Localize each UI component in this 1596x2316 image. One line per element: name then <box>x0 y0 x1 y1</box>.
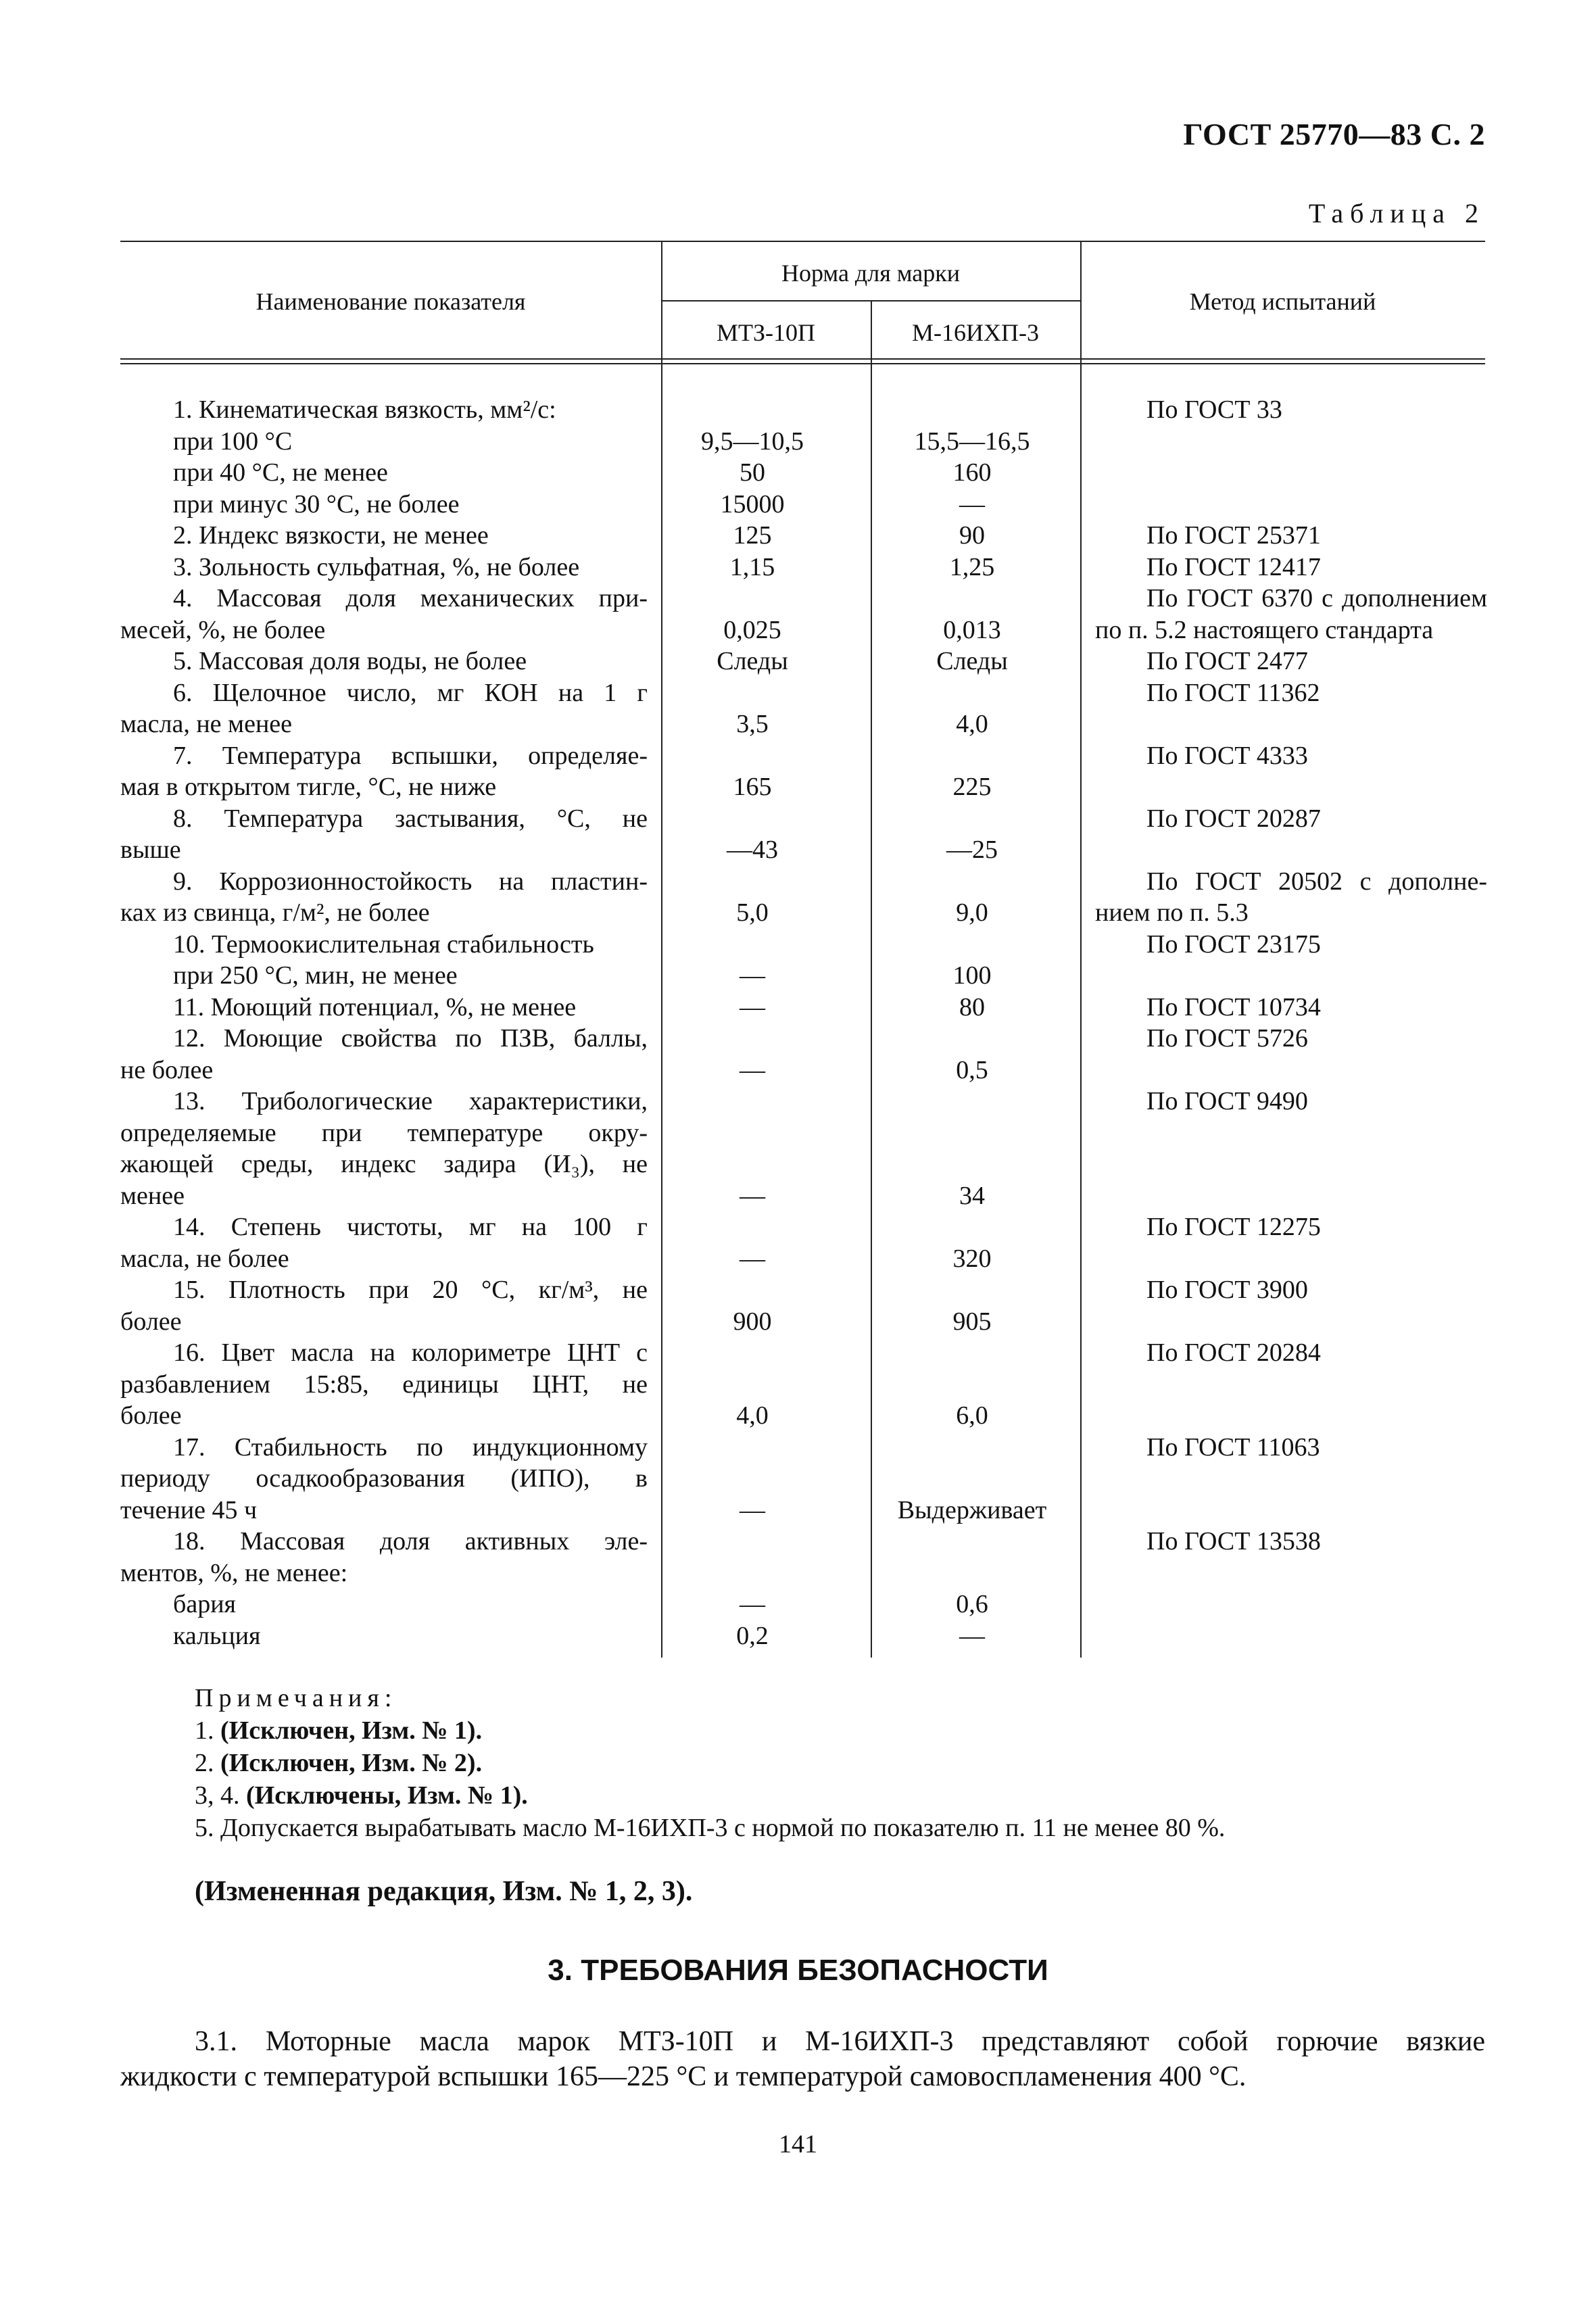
note-number: 2. <box>195 1749 214 1777</box>
table-line <box>120 1495 1485 1526</box>
method-cell: По ГОСТ 12275 <box>1146 1213 1321 1241</box>
grade-1-value: 125 <box>733 521 772 550</box>
table-top-rule <box>120 241 1485 242</box>
indicator-cell: масла, не более <box>120 1244 289 1273</box>
indicator-cell: 14. Степень чистоты, мг на 100 г <box>173 1213 648 1241</box>
note-text: (Исключен, Изм. № 1). <box>220 1716 483 1745</box>
indicator-cell: 6. Щелочное число, мг КОН на 1 г <box>173 678 648 707</box>
grade-1-value: 5,0 <box>736 898 769 927</box>
table-line <box>120 834 1485 866</box>
table-line <box>120 803 1485 835</box>
table-line <box>120 1589 1485 1620</box>
method-cell: По ГОСТ 2477 <box>1146 647 1308 675</box>
grade-2-value: 0,6 <box>956 1590 988 1618</box>
section-title: 3. ТРЕБОВАНИЯ БЕЗОПАСНОСТИ <box>548 1954 1048 1987</box>
note-text: Допускается вырабатывать масло М-16ИХП-3 с нормой по показателю п. 11 не менее 80 %. <box>220 1814 1226 1842</box>
page-header-title: ГОСТ 25770—83 С. 2 <box>1183 117 1485 151</box>
table-line <box>120 740 1485 772</box>
grade-1-value: — <box>740 992 765 1021</box>
indicator-cell: 3. Зольность сульфатная, %, не более <box>173 552 580 581</box>
indicator-cell: при 40 °С, не менее <box>173 458 388 487</box>
table-line <box>120 646 1485 677</box>
table-line <box>120 1432 1485 1464</box>
note-item <box>120 1812 1485 1844</box>
grade-2-value: — <box>959 489 985 518</box>
grade-2-value: Следы <box>936 647 1008 675</box>
paragraph-line: жидкости с температурой вспышки 165—225 °С и температурой самовоспламенения 400 °С. <box>120 2061 1247 2092</box>
indicator-cell: ках из свинца, г/м², не более <box>120 898 430 927</box>
indicator-cell: менее <box>120 1181 185 1210</box>
indicator-cell: 1. Кинематическая вязкость, мм²/с: <box>173 395 556 424</box>
header-grade-1: МТЗ-10П <box>716 319 816 346</box>
grade-1-value: 0,025 <box>723 615 781 644</box>
grade-2-value: 15,5—16,5 <box>914 427 1030 456</box>
table-line <box>120 1055 1485 1086</box>
grade-1-value: 0,2 <box>736 1621 769 1650</box>
grade-1-value: 15000 <box>720 489 785 518</box>
table-line <box>120 1117 1485 1149</box>
grade-2-value: 80 <box>959 992 985 1021</box>
table-line <box>120 1463 1485 1495</box>
grade-2-value: 320 <box>952 1244 992 1273</box>
grade-1-value: 4,0 <box>736 1401 769 1430</box>
table-line <box>120 1086 1485 1117</box>
indicator-cell: месей, %, не более <box>120 615 326 644</box>
grade-1-value: 1,15 <box>729 552 775 581</box>
grade-2-value: 225 <box>952 773 992 801</box>
method-cell: По ГОСТ 4333 <box>1146 741 1308 770</box>
table-line <box>120 1369 1485 1401</box>
table-line <box>120 520 1485 552</box>
table-line <box>120 426 1485 458</box>
grade-1-value: Следы <box>717 647 788 675</box>
table-line <box>120 1149 1485 1180</box>
indicator-cell: определяемые при температуре окру- <box>120 1118 648 1147</box>
grade-1-value: — <box>740 1495 765 1524</box>
notes-title: Примечания: <box>195 1684 397 1712</box>
table-line <box>120 1180 1485 1212</box>
method-cell: По ГОСТ 3900 <box>1146 1276 1308 1304</box>
grade-2-value: 100 <box>952 961 992 990</box>
edition-note: (Измененная редакция, Изм. № 1, 2, 3). <box>195 1876 693 1907</box>
method-cell: По ГОСТ 11362 <box>1146 678 1320 707</box>
table-line <box>120 489 1485 521</box>
method-cell: По ГОСТ 33 <box>1146 395 1282 424</box>
indicator-cell: 16. Цвет масла на колориметре ЦНТ с <box>173 1338 648 1367</box>
indicator-cell: периоду осадкообразования (ИПО), в <box>120 1464 648 1493</box>
note-text: (Исключены, Изм. № 1). <box>246 1781 528 1810</box>
grade-2-value: — <box>959 1621 985 1650</box>
indicator-cell: 11. Моющий потенциал, %, не менее <box>173 992 577 1021</box>
grade-2-value: Выдерживает <box>897 1495 1047 1524</box>
indicator-cell: при 250 °С, мин, не менее <box>173 961 458 990</box>
table-line <box>120 552 1485 583</box>
grade-2-value: 34 <box>959 1181 985 1210</box>
note-item <box>120 1714 1485 1747</box>
method-cell: По ГОСТ 6370 с дополнением <box>1146 584 1487 612</box>
grade-2-value: 1,25 <box>949 552 995 581</box>
header-indicator: Наименование показателя <box>256 288 526 315</box>
grade-2-value: 0,5 <box>956 1055 988 1084</box>
indicator-cell: масла, не менее <box>120 710 293 738</box>
table-line <box>120 583 1485 614</box>
grade-1-value: — <box>740 1181 765 1210</box>
table-line <box>120 614 1485 646</box>
indicator-cell: 10. Термоокислительная стабильность <box>173 930 594 959</box>
indicator-cell: 9. Коррозионностойкость на пластин- <box>173 867 648 896</box>
method-cell: по п. 5.2 настоящего стандарта <box>1095 615 1434 644</box>
grade-1-value: 50 <box>740 458 765 487</box>
grade-1-value: 900 <box>733 1307 772 1336</box>
indicator-cell: ментов, %, не менее: <box>120 1558 348 1587</box>
method-cell: По ГОСТ 11063 <box>1146 1432 1320 1462</box>
table-line <box>120 771 1485 803</box>
grade-2-value: 160 <box>952 458 992 487</box>
method-cell: По ГОСТ 12417 <box>1146 552 1321 581</box>
table-line <box>120 929 1485 961</box>
note-number: 5. <box>195 1814 214 1842</box>
grade-2-value: 9,0 <box>956 898 988 927</box>
header-bottom-rule-double <box>120 363 1485 364</box>
header-bottom-rule <box>120 358 1485 360</box>
table-line <box>120 897 1485 929</box>
indicator-cell: 5. Массовая доля воды, не более <box>173 647 527 675</box>
grade-1-value: — <box>740 1590 765 1618</box>
table-line <box>120 394 1485 426</box>
grade-1-value: 3,5 <box>736 710 769 738</box>
table-line <box>120 1558 1485 1589</box>
method-cell: нием по п. 5.3 <box>1095 898 1249 927</box>
indicator-cell: при минус 30 °С, не более <box>173 489 460 518</box>
indicator-cell: 15. Плотность при 20 °С, кг/м³, не <box>173 1276 648 1304</box>
indicator-cell: разбавлением 15:85, единицы ЦНТ, не <box>120 1370 648 1399</box>
indicator-cell: 7. Температура вспышки, определяе- <box>173 741 648 770</box>
grade-1-value: — <box>740 1055 765 1084</box>
method-cell: По ГОСТ 13538 <box>1146 1527 1321 1555</box>
grade-1-value: 165 <box>733 773 772 801</box>
table-line <box>120 1306 1485 1338</box>
table-line <box>120 1243 1485 1275</box>
indicator-cell: при 100 °С <box>173 427 293 456</box>
table-line <box>120 1274 1485 1306</box>
note-text: (Исключен, Изм. № 2). <box>220 1749 483 1777</box>
notes-block <box>120 1682 1485 1844</box>
note-number: 3, 4. <box>195 1781 240 1810</box>
page-number: 141 <box>779 2130 817 2158</box>
table-line <box>120 1337 1485 1369</box>
indicator-cell: 2. Индекс вязкости, не менее <box>173 521 489 550</box>
indicator-cell: 8. Температура застывания, °С, не <box>173 804 648 833</box>
indicator-cell: бария <box>173 1590 237 1618</box>
header-grade-2: М-16ИХП-3 <box>912 319 1039 346</box>
grade-1-value: — <box>740 961 765 990</box>
header-method: Метод испытаний <box>1189 288 1376 315</box>
indicator-cell: 13. Трибологические характеристики, <box>173 1087 648 1115</box>
paragraph-line: 3.1. Моторные масла марок МТЗ-10П и М-16ИХП-3 представляют собой горючие вязкие <box>195 2026 1485 2057</box>
table-caption: Таблица 2 <box>1308 198 1485 228</box>
note-item <box>120 1779 1485 1812</box>
indicator-cell: выше <box>120 836 181 864</box>
indicator-cell: кальция <box>173 1621 261 1650</box>
grade-2-value: 6,0 <box>956 1401 988 1430</box>
grade-2-value: 90 <box>959 521 985 550</box>
table-line <box>120 1526 1485 1558</box>
table-line <box>120 708 1485 740</box>
method-cell: По ГОСТ 5726 <box>1146 1024 1308 1053</box>
indicator-cell: не более <box>120 1055 214 1084</box>
method-cell: По ГОСТ 10734 <box>1146 992 1321 1021</box>
paragraph-3-1 <box>120 2024 1485 2094</box>
table-line <box>120 1023 1485 1055</box>
method-cell: По ГОСТ 20502 с дополне- <box>1146 867 1487 896</box>
table-line <box>120 1620 1485 1652</box>
table-line <box>120 457 1485 489</box>
table-line <box>120 677 1485 709</box>
indicator-cell: течение 45 ч <box>120 1495 258 1524</box>
grade-2-value: 905 <box>952 1307 992 1336</box>
table-line <box>120 960 1485 992</box>
note-number: 1. <box>195 1716 214 1745</box>
indicator-cell: 4. Массовая доля механических при- <box>173 584 648 612</box>
method-cell: По ГОСТ 20284 <box>1146 1338 1321 1367</box>
header-norm-group: Норма для марки <box>781 260 961 287</box>
indicator-cell: 17. Стабильность по индукционному <box>173 1432 648 1462</box>
note-item <box>120 1747 1485 1779</box>
table-line <box>120 992 1485 1023</box>
grade-2-value: —25 <box>946 836 998 864</box>
table-line <box>120 1400 1485 1432</box>
method-cell: По ГОСТ 20287 <box>1146 804 1321 833</box>
indicator-cell: 12. Моющие свойства по ПЗВ, баллы, <box>173 1024 648 1053</box>
grade-2-value: 4,0 <box>956 710 988 738</box>
method-cell: По ГОСТ 9490 <box>1146 1087 1308 1115</box>
indicator-cell: жающей среды, индекс задира (И₃), не <box>120 1150 648 1178</box>
table-body <box>120 394 1485 1651</box>
grade-2-value: 0,013 <box>943 615 1001 644</box>
method-cell: По ГОСТ 23175 <box>1146 930 1321 959</box>
grade-1-value: —43 <box>727 836 778 864</box>
indicator-cell: более <box>120 1307 182 1336</box>
indicator-cell: более <box>120 1401 182 1430</box>
method-cell: По ГОСТ 25371 <box>1146 521 1321 550</box>
grade-1-value: 9,5—10,5 <box>701 427 804 456</box>
indicator-cell: 18. Массовая доля активных эле- <box>173 1527 648 1555</box>
grade-1-value: — <box>740 1244 765 1273</box>
table-line <box>120 1211 1485 1243</box>
table-line <box>120 866 1485 898</box>
indicator-cell: мая в открытом тигле, °С, не ниже <box>120 773 497 801</box>
